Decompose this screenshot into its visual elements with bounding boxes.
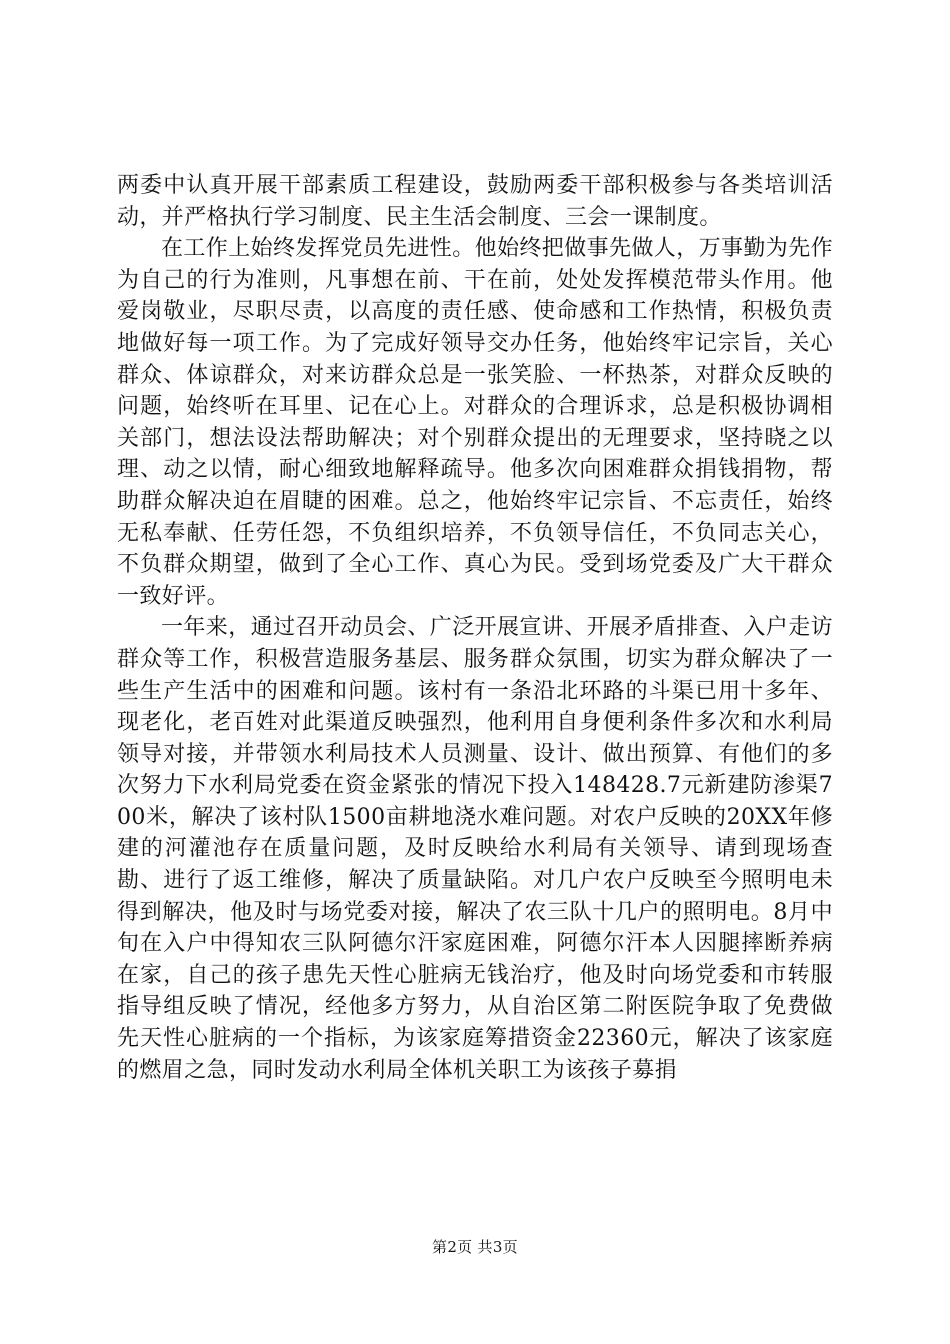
page-number-label: 第2页 共3页 (432, 1238, 518, 1256)
paragraph-1: 两委中认真开展干部素质工程建设，鼓励两委干部积极参与各类培训活动，并严格执行学习制度、民主生活会制度、三会一课制度。 (117, 173, 833, 230)
paragraph-2: 在工作上始终发挥党员先进性。他始终把做事先做人，万事勤为先作为自己的行为准则，凡事想在前、干在前，处处发挥模范带头作用。他爱岗敬业，尽职尽责，以高度的责任感、使命感和工作热情，积极负责地做好每一项工作。为了完成好领导交办任务，他始终牢记宗旨，关心群众、体谅群众，对来访群众总是一张笑脸、一杯热茶，对群众反映的问题，始终听在耳里、记在心上。对群众的合理诉求，总是积极协调相关部门，想法设法帮助解决；对个别群众提出的无理要求，坚持晓之以理、动之以情，耐心细致地解释疏导。他多次向困难群众捐钱捐物，帮助群众解决迫在眉睫的困难。总之，他始终牢记宗旨、不忘责任，始终无私奉献、任劳任怨，不负组织培养，不负领导信任，不负同志关心，不负群众期望，做到了全心工作、真心为民。受到场党委及广大干群众一致好评。 (117, 236, 834, 609)
page-footer (0, 1237, 950, 1257)
paragraph-3: 一年来，通过召开动员会、广泛开展宣讲、开展矛盾排查、入户走访群众等工作，积极营造服务基层、服务群众氛围，切实为群众解决了一些生产生活中的困难和问题。该村有一条沿北环路的斗渠已用十多年、现老化，老百姓对此渠道反映强烈，他利用自身便利条件多次和水利局领导对接，并带领水利局技术人员测量、设计、做出预算、有他们的多次努力下水利局党委在资金紧张的情况下投入148428.7元新建防渗渠700米，解决了该村队1500亩耕地浇水难问题。对农户反映的20XX年修建的河灌池存在质量问题，及时反映给水利局有关领导、请到现场查勘、进行了返工维修，解决了质量缺陷。对几户农户反映至今照明电未得到解决，他及时与场党委对接，解决了农三队十几户的照明电。8月中旬在入户中得知农三队阿德尔汗家庭困难，阿德尔汗本人因腿摔断养病在家，自己的孩子患先天性心脏病无钱治疗，他及时向场党委和市转服指导组反映了情况，经他多方努力，从自治区第二附医院争取了免费做先天性心脏病的一个指标，为该家庭筹措资金22360元，解决了该家庭的燃眉之急，同时发动水利局全体机关职工为该孩子募捐 (117, 615, 834, 1083)
document-body (117, 170, 833, 1086)
